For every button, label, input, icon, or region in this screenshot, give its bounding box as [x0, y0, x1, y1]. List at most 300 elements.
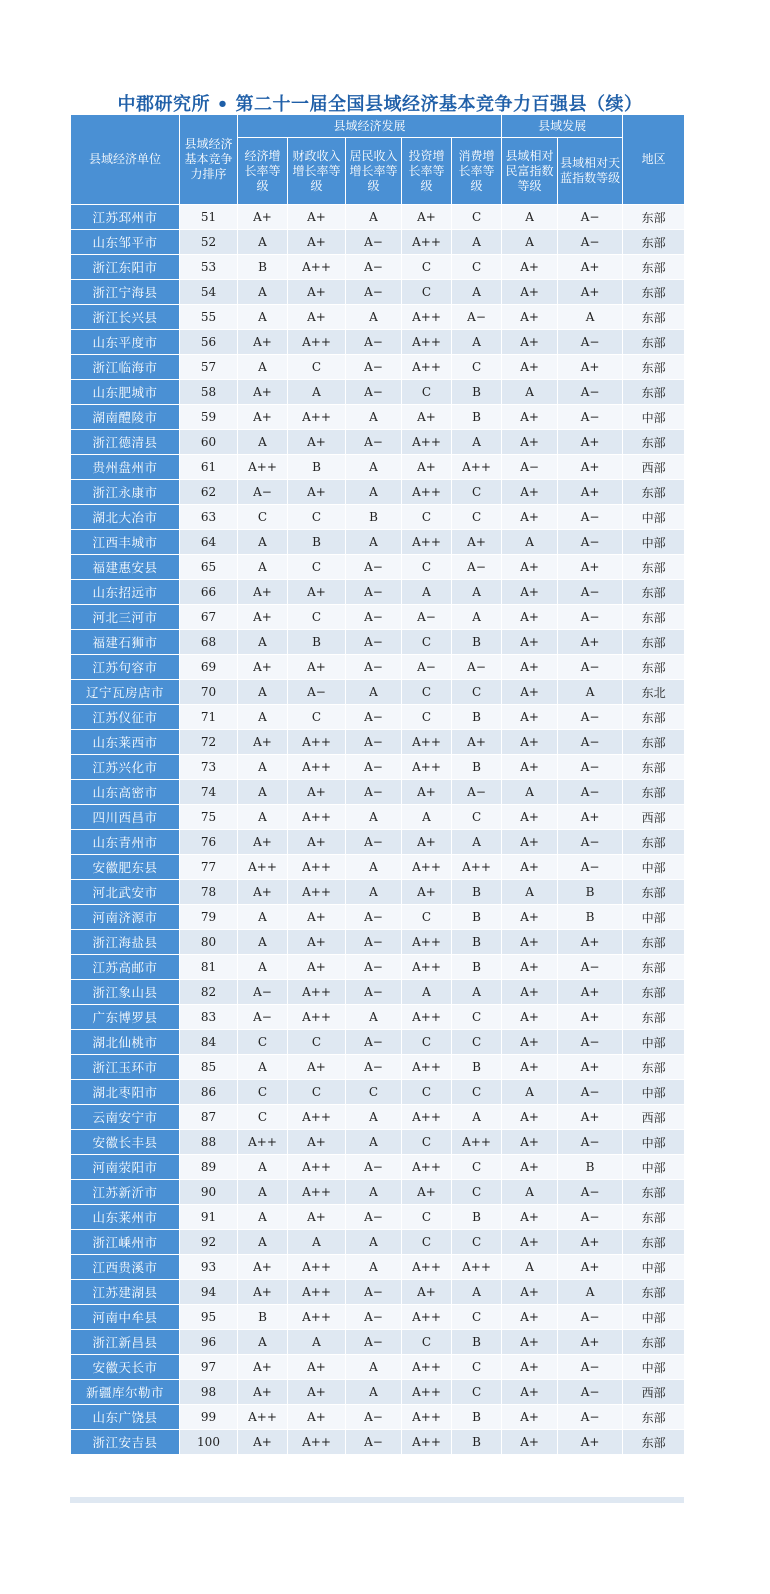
cell-invest-growth: A− [402, 655, 452, 680]
cell-bluesky-index: B [558, 1155, 623, 1180]
cell-consume-growth: A+ [452, 530, 502, 555]
cell-wealth-index: A+ [502, 430, 558, 455]
table-row [71, 780, 685, 805]
cell-consume-growth: A [452, 980, 502, 1005]
cell-wealth-index: A [502, 230, 558, 255]
cell-county-name: 浙江嵊州市 [71, 1230, 180, 1255]
cell-fiscal-growth: A++ [288, 1430, 346, 1455]
cell-invest-growth: C [402, 630, 452, 655]
cell-rank: 87 [180, 1105, 238, 1130]
cell-bluesky-index: A− [558, 955, 623, 980]
cell-county-name: 安徽肥东县 [71, 855, 180, 880]
cell-bluesky-index: A− [558, 730, 623, 755]
cell-region: 东部 [623, 1330, 685, 1355]
cell-rank: 62 [180, 480, 238, 505]
cell-county-name: 浙江东阳市 [71, 255, 180, 280]
cell-income-growth: A [346, 1380, 402, 1405]
cell-bluesky-index: A− [558, 780, 623, 805]
cell-income-growth: A [346, 480, 402, 505]
cell-county-name: 浙江玉环市 [71, 1055, 180, 1080]
cell-fiscal-growth: A+ [288, 930, 346, 955]
cell-invest-growth: C [402, 1205, 452, 1230]
cell-county-name: 福建惠安县 [71, 555, 180, 580]
cell-wealth-index: A+ [502, 1155, 558, 1180]
table-row [71, 205, 685, 230]
cell-bluesky-index: A− [558, 205, 623, 230]
cell-consume-growth: C [452, 1305, 502, 1330]
cell-econ-growth: A [238, 530, 288, 555]
cell-econ-growth: A+ [238, 380, 288, 405]
cell-rank: 100 [180, 1430, 238, 1455]
cell-consume-growth: A [452, 430, 502, 455]
cell-income-growth: A− [346, 1030, 402, 1055]
cell-wealth-index: A+ [502, 1430, 558, 1455]
cell-consume-growth: A− [452, 555, 502, 580]
cell-consume-growth: A [452, 605, 502, 630]
table-row [71, 1030, 685, 1055]
table-row [71, 255, 685, 280]
cell-rank: 56 [180, 330, 238, 355]
cell-consume-growth: C [452, 1230, 502, 1255]
cell-bluesky-index: A+ [558, 355, 623, 380]
cell-bluesky-index: A+ [558, 1005, 623, 1030]
cell-bluesky-index: B [558, 905, 623, 930]
cell-region: 中部 [623, 405, 685, 430]
cell-region: 东部 [623, 280, 685, 305]
cell-consume-growth: A+ [452, 730, 502, 755]
cell-fiscal-growth: A+ [288, 280, 346, 305]
cell-region: 东部 [623, 605, 685, 630]
cell-econ-growth: A+ [238, 330, 288, 355]
cell-consume-growth: A++ [452, 1255, 502, 1280]
cell-county-name: 江苏兴化市 [71, 755, 180, 780]
table-row [71, 905, 685, 930]
cell-income-growth: A− [346, 430, 402, 455]
cell-rank: 59 [180, 405, 238, 430]
cell-county-name: 江苏高邮市 [71, 955, 180, 980]
cell-invest-growth: C [402, 1130, 452, 1155]
cell-bluesky-index: A+ [558, 930, 623, 955]
cell-region: 中部 [623, 530, 685, 555]
cell-income-growth: A− [346, 1055, 402, 1080]
cell-econ-growth: A [238, 1180, 288, 1205]
table-row [71, 705, 685, 730]
cell-consume-growth: A [452, 830, 502, 855]
cell-consume-growth: A++ [452, 455, 502, 480]
table-footer-strip [70, 1497, 684, 1503]
cell-region: 东部 [623, 1055, 685, 1080]
cell-invest-growth: A++ [402, 430, 452, 455]
cell-invest-growth: A++ [402, 1430, 452, 1455]
cell-invest-growth: C [402, 680, 452, 705]
cell-wealth-index: A+ [502, 355, 558, 380]
cell-bluesky-index: A+ [558, 455, 623, 480]
cell-econ-growth: A [238, 230, 288, 255]
cell-wealth-index: A+ [502, 1405, 558, 1430]
cell-invest-growth: C [402, 280, 452, 305]
cell-fiscal-growth: A++ [288, 405, 346, 430]
cell-consume-growth: C [452, 205, 502, 230]
table-row [71, 655, 685, 680]
cell-region: 东部 [623, 830, 685, 855]
cell-invest-growth: C [402, 1230, 452, 1255]
cell-income-growth: A [346, 205, 402, 230]
cell-county-name: 湖北大冶市 [71, 505, 180, 530]
cell-rank: 55 [180, 305, 238, 330]
cell-rank: 86 [180, 1080, 238, 1105]
cell-fiscal-growth: A+ [288, 655, 346, 680]
header-bluesky-index: 县域相对天蓝指数等级 [558, 138, 623, 205]
cell-rank: 93 [180, 1255, 238, 1280]
cell-econ-growth: C [238, 1105, 288, 1130]
header-consume-growth: 消费增长率等级 [452, 138, 502, 205]
cell-fiscal-growth: C [288, 705, 346, 730]
cell-fiscal-growth: A++ [288, 1180, 346, 1205]
table-row [71, 555, 685, 580]
cell-wealth-index: A+ [502, 580, 558, 605]
cell-econ-growth: A [238, 1330, 288, 1355]
cell-bluesky-index: A− [558, 530, 623, 555]
cell-econ-growth: A [238, 755, 288, 780]
cell-consume-growth: C [452, 355, 502, 380]
cell-region: 东部 [623, 1405, 685, 1430]
cell-county-name: 浙江德清县 [71, 430, 180, 455]
cell-fiscal-growth: B [288, 630, 346, 655]
cell-econ-growth: A+ [238, 1280, 288, 1305]
cell-consume-growth: C [452, 1080, 502, 1105]
cell-region: 东部 [623, 730, 685, 755]
cell-bluesky-index: A+ [558, 630, 623, 655]
cell-invest-growth: A++ [402, 1380, 452, 1405]
cell-region: 中部 [623, 1030, 685, 1055]
cell-econ-growth: A [238, 1205, 288, 1230]
cell-wealth-index: A+ [502, 1055, 558, 1080]
cell-rank: 52 [180, 230, 238, 255]
cell-rank: 89 [180, 1155, 238, 1180]
cell-region: 东部 [623, 555, 685, 580]
cell-county-name: 河北武安市 [71, 880, 180, 905]
cell-rank: 60 [180, 430, 238, 455]
table-row [71, 1280, 685, 1305]
cell-rank: 85 [180, 1055, 238, 1080]
cell-income-growth: A [346, 1105, 402, 1130]
cell-bluesky-index: A+ [558, 555, 623, 580]
cell-county-name: 安徽天长市 [71, 1355, 180, 1380]
cell-econ-growth: A [238, 905, 288, 930]
cell-region: 东部 [623, 355, 685, 380]
cell-bluesky-index: A− [558, 580, 623, 605]
cell-wealth-index: A+ [502, 730, 558, 755]
cell-wealth-index: A+ [502, 505, 558, 530]
cell-region: 西部 [623, 455, 685, 480]
cell-consume-growth: B [452, 905, 502, 930]
cell-wealth-index: A+ [502, 655, 558, 680]
cell-rank: 51 [180, 205, 238, 230]
cell-income-growth: A [346, 1355, 402, 1380]
cell-wealth-index: A+ [502, 1380, 558, 1405]
cell-invest-growth: A+ [402, 880, 452, 905]
cell-wealth-index: A [502, 1255, 558, 1280]
cell-invest-growth: A++ [402, 1305, 452, 1330]
cell-wealth-index: A+ [502, 855, 558, 880]
cell-fiscal-growth: A+ [288, 430, 346, 455]
cell-bluesky-index: A− [558, 1380, 623, 1405]
cell-consume-growth: B [452, 1405, 502, 1430]
cell-wealth-index: A [502, 530, 558, 555]
cell-invest-growth: A++ [402, 230, 452, 255]
cell-consume-growth: B [452, 755, 502, 780]
cell-county-name: 河北三河市 [71, 605, 180, 630]
cell-consume-growth: C [452, 1380, 502, 1405]
cell-wealth-index: A+ [502, 1005, 558, 1030]
cell-wealth-index: A+ [502, 1330, 558, 1355]
cell-rank: 75 [180, 805, 238, 830]
cell-consume-growth: A [452, 580, 502, 605]
cell-wealth-index: A [502, 380, 558, 405]
cell-income-growth: A [346, 680, 402, 705]
cell-consume-growth: A [452, 1105, 502, 1130]
table-row [71, 980, 685, 1005]
header-income-growth: 居民收入增长率等级 [346, 138, 402, 205]
cell-bluesky-index: A− [558, 755, 623, 780]
cell-county-name: 山东高密市 [71, 780, 180, 805]
cell-econ-growth: A++ [238, 855, 288, 880]
cell-income-growth: A [346, 1005, 402, 1030]
cell-fiscal-growth: A+ [288, 1405, 346, 1430]
cell-bluesky-index: A− [558, 830, 623, 855]
cell-rank: 82 [180, 980, 238, 1005]
cell-invest-growth: A++ [402, 730, 452, 755]
cell-invest-growth: A++ [402, 1405, 452, 1430]
cell-income-growth: A− [346, 705, 402, 730]
cell-wealth-index: A+ [502, 905, 558, 930]
cell-bluesky-index: A+ [558, 1230, 623, 1255]
cell-rank: 57 [180, 355, 238, 380]
cell-county-name: 云南安宁市 [71, 1105, 180, 1130]
cell-region: 东部 [623, 430, 685, 455]
cell-wealth-index: A [502, 205, 558, 230]
cell-rank: 79 [180, 905, 238, 930]
cell-rank: 88 [180, 1130, 238, 1155]
cell-fiscal-growth: A+ [288, 1380, 346, 1405]
cell-consume-growth: B [452, 405, 502, 430]
header-group-county: 县域发展 [502, 115, 623, 138]
cell-region: 中部 [623, 1080, 685, 1105]
cell-region: 东部 [623, 305, 685, 330]
cell-fiscal-growth: C [288, 605, 346, 630]
cell-econ-growth: A [238, 1155, 288, 1180]
cell-econ-growth: A++ [238, 455, 288, 480]
cell-county-name: 河南中牟县 [71, 1305, 180, 1330]
cell-income-growth: A− [346, 980, 402, 1005]
cell-fiscal-growth: A++ [288, 980, 346, 1005]
cell-econ-growth: A+ [238, 655, 288, 680]
cell-consume-growth: C [452, 1355, 502, 1380]
table-row [71, 1180, 685, 1205]
cell-fiscal-growth: A+ [288, 1205, 346, 1230]
cell-invest-growth: C [402, 505, 452, 530]
table-row [71, 1380, 685, 1405]
table-row [71, 530, 685, 555]
cell-bluesky-index: A+ [558, 280, 623, 305]
cell-region: 中部 [623, 1255, 685, 1280]
cell-fiscal-growth: A++ [288, 730, 346, 755]
cell-invest-growth: A+ [402, 1180, 452, 1205]
cell-consume-growth: A [452, 330, 502, 355]
cell-invest-growth: A [402, 805, 452, 830]
table-row [71, 1130, 685, 1155]
cell-rank: 95 [180, 1305, 238, 1330]
cell-rank: 77 [180, 855, 238, 880]
cell-county-name: 山东莱州市 [71, 1205, 180, 1230]
cell-region: 中部 [623, 1305, 685, 1330]
cell-fiscal-growth: A+ [288, 305, 346, 330]
cell-consume-growth: A++ [452, 855, 502, 880]
cell-rank: 70 [180, 680, 238, 705]
cell-income-growth: A− [346, 605, 402, 630]
cell-bluesky-index: A− [558, 1355, 623, 1380]
cell-bluesky-index: A− [558, 855, 623, 880]
cell-consume-growth: B [452, 705, 502, 730]
cell-bluesky-index: A− [558, 330, 623, 355]
cell-county-name: 浙江宁海县 [71, 280, 180, 305]
cell-fiscal-growth: A++ [288, 1005, 346, 1030]
cell-rank: 65 [180, 555, 238, 580]
cell-bluesky-index: A− [558, 380, 623, 405]
cell-invest-growth: A++ [402, 1155, 452, 1180]
cell-county-name: 湖南醴陵市 [71, 405, 180, 430]
cell-county-name: 湖北枣阳市 [71, 1080, 180, 1105]
cell-consume-growth: B [452, 880, 502, 905]
cell-econ-growth: A [238, 305, 288, 330]
cell-bluesky-index: A+ [558, 805, 623, 830]
table-row [71, 855, 685, 880]
cell-wealth-index: A+ [502, 830, 558, 855]
table-row [71, 1355, 685, 1380]
cell-income-growth: A− [346, 780, 402, 805]
cell-econ-growth: A+ [238, 605, 288, 630]
cell-econ-growth: A [238, 930, 288, 955]
table-row [71, 430, 685, 455]
cell-invest-growth: A+ [402, 780, 452, 805]
cell-wealth-index: A+ [502, 755, 558, 780]
cell-income-growth: A− [346, 1205, 402, 1230]
cell-county-name: 新疆库尔勒市 [71, 1380, 180, 1405]
cell-bluesky-index: A− [558, 1130, 623, 1155]
cell-county-name: 山东平度市 [71, 330, 180, 355]
cell-rank: 74 [180, 780, 238, 805]
cell-county-name: 福建石狮市 [71, 630, 180, 655]
cell-econ-growth: A [238, 355, 288, 380]
cell-invest-growth: A++ [402, 855, 452, 880]
cell-consume-growth: B [452, 1330, 502, 1355]
cell-consume-growth: A− [452, 780, 502, 805]
cell-county-name: 江苏新沂市 [71, 1180, 180, 1205]
cell-consume-growth: B [452, 1205, 502, 1230]
cell-invest-growth: A++ [402, 1055, 452, 1080]
cell-region: 东部 [623, 1205, 685, 1230]
cell-region: 东部 [623, 1005, 685, 1030]
cell-rank: 53 [180, 255, 238, 280]
cell-invest-growth: A++ [402, 305, 452, 330]
cell-county-name: 浙江海盐县 [71, 930, 180, 955]
cell-bluesky-index: A− [558, 1080, 623, 1105]
cell-econ-growth: A+ [238, 1255, 288, 1280]
cell-wealth-index: A [502, 780, 558, 805]
cell-econ-growth: A+ [238, 1355, 288, 1380]
cell-consume-growth: C [452, 1155, 502, 1180]
cell-fiscal-growth: A+ [288, 955, 346, 980]
table-row [71, 830, 685, 855]
cell-income-growth: A− [346, 1330, 402, 1355]
cell-fiscal-growth: A+ [288, 230, 346, 255]
cell-county-name: 浙江长兴县 [71, 305, 180, 330]
cell-fiscal-growth: C [288, 1080, 346, 1105]
table-row [71, 1005, 685, 1030]
cell-region: 东部 [623, 705, 685, 730]
cell-consume-growth: B [452, 955, 502, 980]
cell-region: 中部 [623, 1355, 685, 1380]
cell-econ-growth: C [238, 1030, 288, 1055]
cell-rank: 80 [180, 930, 238, 955]
cell-fiscal-growth: A++ [288, 1255, 346, 1280]
cell-fiscal-growth: C [288, 1030, 346, 1055]
table-row [71, 505, 685, 530]
cell-bluesky-index: A− [558, 405, 623, 430]
table-row [71, 580, 685, 605]
cell-econ-growth: C [238, 505, 288, 530]
cell-wealth-index: A+ [502, 705, 558, 730]
cell-county-name: 江苏邳州市 [71, 205, 180, 230]
cell-rank: 94 [180, 1280, 238, 1305]
cell-invest-growth: A++ [402, 1355, 452, 1380]
cell-invest-growth: A++ [402, 1005, 452, 1030]
cell-income-growth: A [346, 405, 402, 430]
cell-wealth-index: A+ [502, 330, 558, 355]
cell-invest-growth: A+ [402, 455, 452, 480]
cell-wealth-index: A+ [502, 980, 558, 1005]
cell-bluesky-index: A [558, 680, 623, 705]
cell-rank: 64 [180, 530, 238, 555]
cell-invest-growth: A++ [402, 530, 452, 555]
cell-rank: 99 [180, 1405, 238, 1430]
cell-fiscal-growth: A+ [288, 1355, 346, 1380]
cell-consume-growth: B [452, 930, 502, 955]
cell-bluesky-index: A− [558, 1180, 623, 1205]
cell-invest-growth: C [402, 1080, 452, 1105]
table-row [71, 380, 685, 405]
cell-rank: 91 [180, 1205, 238, 1230]
cell-fiscal-growth: A++ [288, 1280, 346, 1305]
cell-county-name: 江苏建湖县 [71, 1280, 180, 1305]
cell-rank: 84 [180, 1030, 238, 1055]
table-row [71, 880, 685, 905]
cell-econ-growth: A+ [238, 830, 288, 855]
table-row [71, 805, 685, 830]
cell-region: 中部 [623, 905, 685, 930]
cell-invest-growth: A [402, 580, 452, 605]
cell-income-growth: A− [346, 1305, 402, 1330]
header-econ-growth: 经济增长率等级 [238, 138, 288, 205]
cell-fiscal-growth: A+ [288, 830, 346, 855]
table-row [71, 730, 685, 755]
cell-rank: 61 [180, 455, 238, 480]
cell-bluesky-index: A+ [558, 1255, 623, 1280]
cell-wealth-index: A+ [502, 480, 558, 505]
cell-wealth-index: A− [502, 455, 558, 480]
table-row [71, 305, 685, 330]
table-row [71, 630, 685, 655]
